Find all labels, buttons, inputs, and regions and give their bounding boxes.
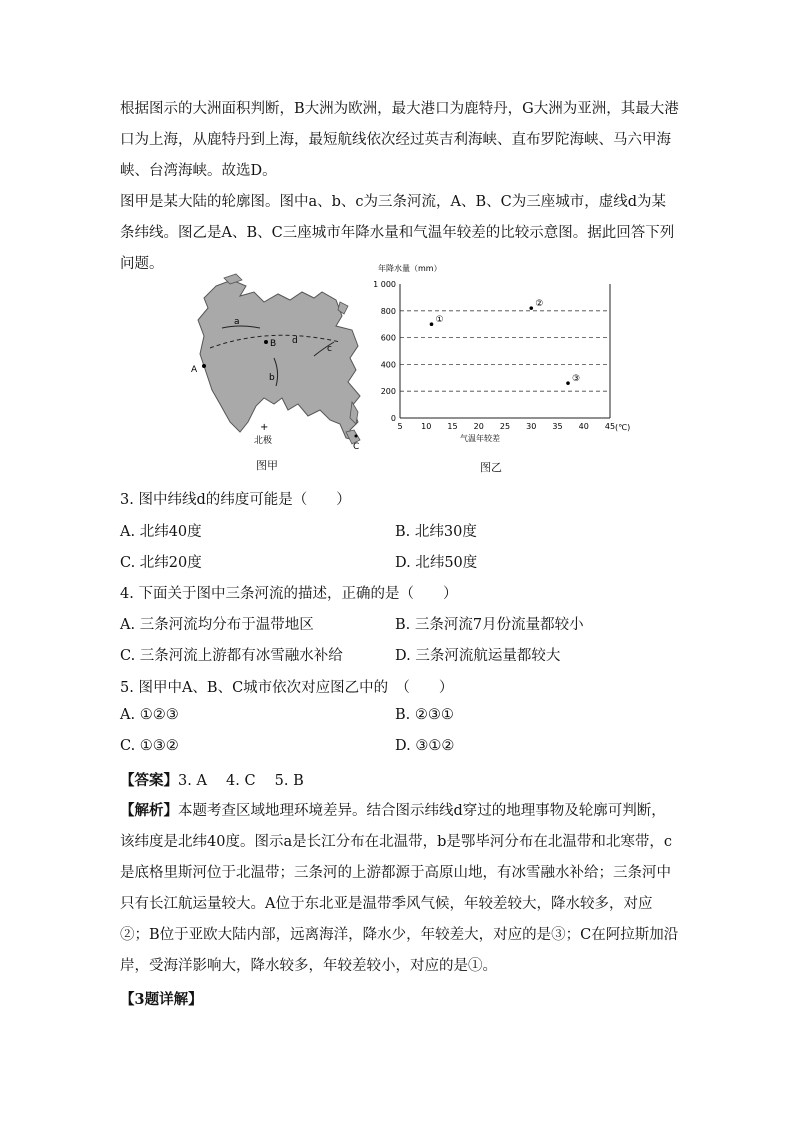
- x-tick-label: 30: [526, 422, 537, 431]
- q5-stem: 5. 图甲中A、B、C城市依次对应图乙中的 （ ）: [120, 680, 454, 696]
- data-point: [529, 306, 533, 310]
- y-tick-label: 0: [390, 414, 396, 423]
- analysis-label: 【解析】: [120, 802, 178, 819]
- q4-stem: 4. 下面关于图中三条河流的描述，正确的是（ ）: [120, 586, 458, 602]
- answer-line: [120, 769, 304, 790]
- chart-xunit: (℃): [615, 423, 631, 432]
- data-point-label: ①: [435, 315, 444, 326]
- x-tick-label: 15: [447, 422, 458, 431]
- map-label-A: A: [191, 365, 198, 375]
- detail-heading: 【3题详解】: [120, 991, 203, 1008]
- chart-caption: 图乙: [480, 461, 502, 474]
- city-B-dot: [264, 340, 268, 344]
- x-tick-label: 35: [552, 422, 563, 431]
- map-caption: 图甲: [256, 459, 278, 472]
- data-point: [430, 322, 434, 326]
- data-point-label: ③: [572, 374, 581, 385]
- data-point: [566, 381, 570, 385]
- intro-paragraph: 根据图示的大洲面积判断，B大洲为欧洲，最大港口为鹿特丹，G大洲为亚洲，其最大港口为上海，从鹿特丹到上海，最短航线依次经过英吉利海峡、直布罗陀海峡、马六甲海峡、台湾海峡。故选D。: [120, 101, 679, 179]
- q5-option-b: B. ②③①: [395, 707, 454, 723]
- north-pole-marker: +: [260, 422, 269, 433]
- north-pole-label: 北极: [254, 436, 273, 446]
- x-tick-label: 40: [578, 422, 589, 431]
- answer-text: 3. A 4. C 5. B: [178, 773, 304, 789]
- y-tick-label: 1 000: [373, 280, 396, 289]
- question-stem: 图甲是某大陆的轮廓图。图中a、b、c为三条河流，A、B、C为三座城市，虚线d为某条纬线。图乙是A、B、C三座城市年降水量和气温年较差的比较示意图。据此回答下列问题。: [120, 194, 675, 272]
- map-label-d: d: [292, 336, 298, 346]
- q5-option-c: C. ①③②: [120, 738, 179, 754]
- continent-shape: [198, 280, 360, 440]
- q4-option-c: C. 三条河流上游都有冰雪融水补给: [120, 648, 343, 664]
- y-tick-label: 200: [380, 387, 396, 397]
- map-label-a: a: [234, 317, 240, 327]
- q5-option-a: A. ①②③: [120, 707, 179, 723]
- chart-axes: [400, 284, 610, 418]
- chart-tick-labels: [373, 280, 615, 431]
- map-label-c: c: [327, 344, 332, 354]
- city-C-dot: [355, 435, 358, 438]
- y-tick-label: 400: [380, 360, 396, 370]
- x-tick-label: 25: [499, 422, 511, 431]
- q4-option-b: B. 三条河流7月份流量都较小: [395, 617, 584, 633]
- continent-map: [190, 272, 370, 472]
- q3-option-a: A. 北纬40度: [120, 524, 202, 540]
- chart-xlabel: 气温年较差: [460, 434, 500, 443]
- y-tick-label: 600: [380, 333, 396, 343]
- scatter-chart: [370, 260, 650, 460]
- q4-option-a: A. 三条河流均分布于温带地区: [120, 617, 314, 633]
- q5-option-d: D. ③①②: [395, 738, 455, 754]
- x-tick-label: 10: [421, 422, 432, 431]
- analysis-paragraph: [120, 795, 680, 982]
- y-tick-label: 800: [380, 306, 396, 316]
- chart-ylabel: 年降水量（mm）: [378, 264, 442, 273]
- q4-option-d: D. 三条河流航运量都较大: [395, 648, 561, 664]
- map-label-B: B: [270, 339, 277, 349]
- q3-option-c: C. 北纬20度: [120, 555, 202, 571]
- data-point-label: ②: [535, 299, 544, 310]
- chart-points: [430, 299, 580, 385]
- x-tick-label: 45: [604, 422, 616, 431]
- map-label-C: C: [353, 442, 360, 452]
- x-tick-label: 5: [397, 422, 403, 431]
- x-tick-label: 20: [473, 422, 484, 431]
- answer-label: 【答案】: [120, 772, 178, 789]
- q3-option-d: D. 北纬50度: [395, 555, 478, 571]
- city-A-dot: [202, 364, 206, 368]
- analysis-text: 本题考查区域地理环境差异。结合图示纬线d穿过的地理事物及轮廓可判断，该纬度是北纬40度。图示a是长江分布在北温带，b是鄂毕河分布在北温带和北寒带，c是底格里斯河位于北温带；三条河的上游都源于高原山地，有冰雪融水补给；三条河中只有长江航运量较大。A位于东北亚是温带季风气候，年较差较大，降水较多，对应②；B位于亚欧大陆内部，远离海洋，降水少，年较差大，对应的是③；C在阿拉斯加沿岸，受海洋影响大，降水较多，年较差较小，对应的是①。: [120, 803, 679, 974]
- map-label-b: b: [269, 373, 275, 383]
- q3-option-b: B. 北纬30度: [395, 524, 477, 540]
- q3-stem: 3. 图中纬线d的纬度可能是（ ）: [120, 492, 351, 508]
